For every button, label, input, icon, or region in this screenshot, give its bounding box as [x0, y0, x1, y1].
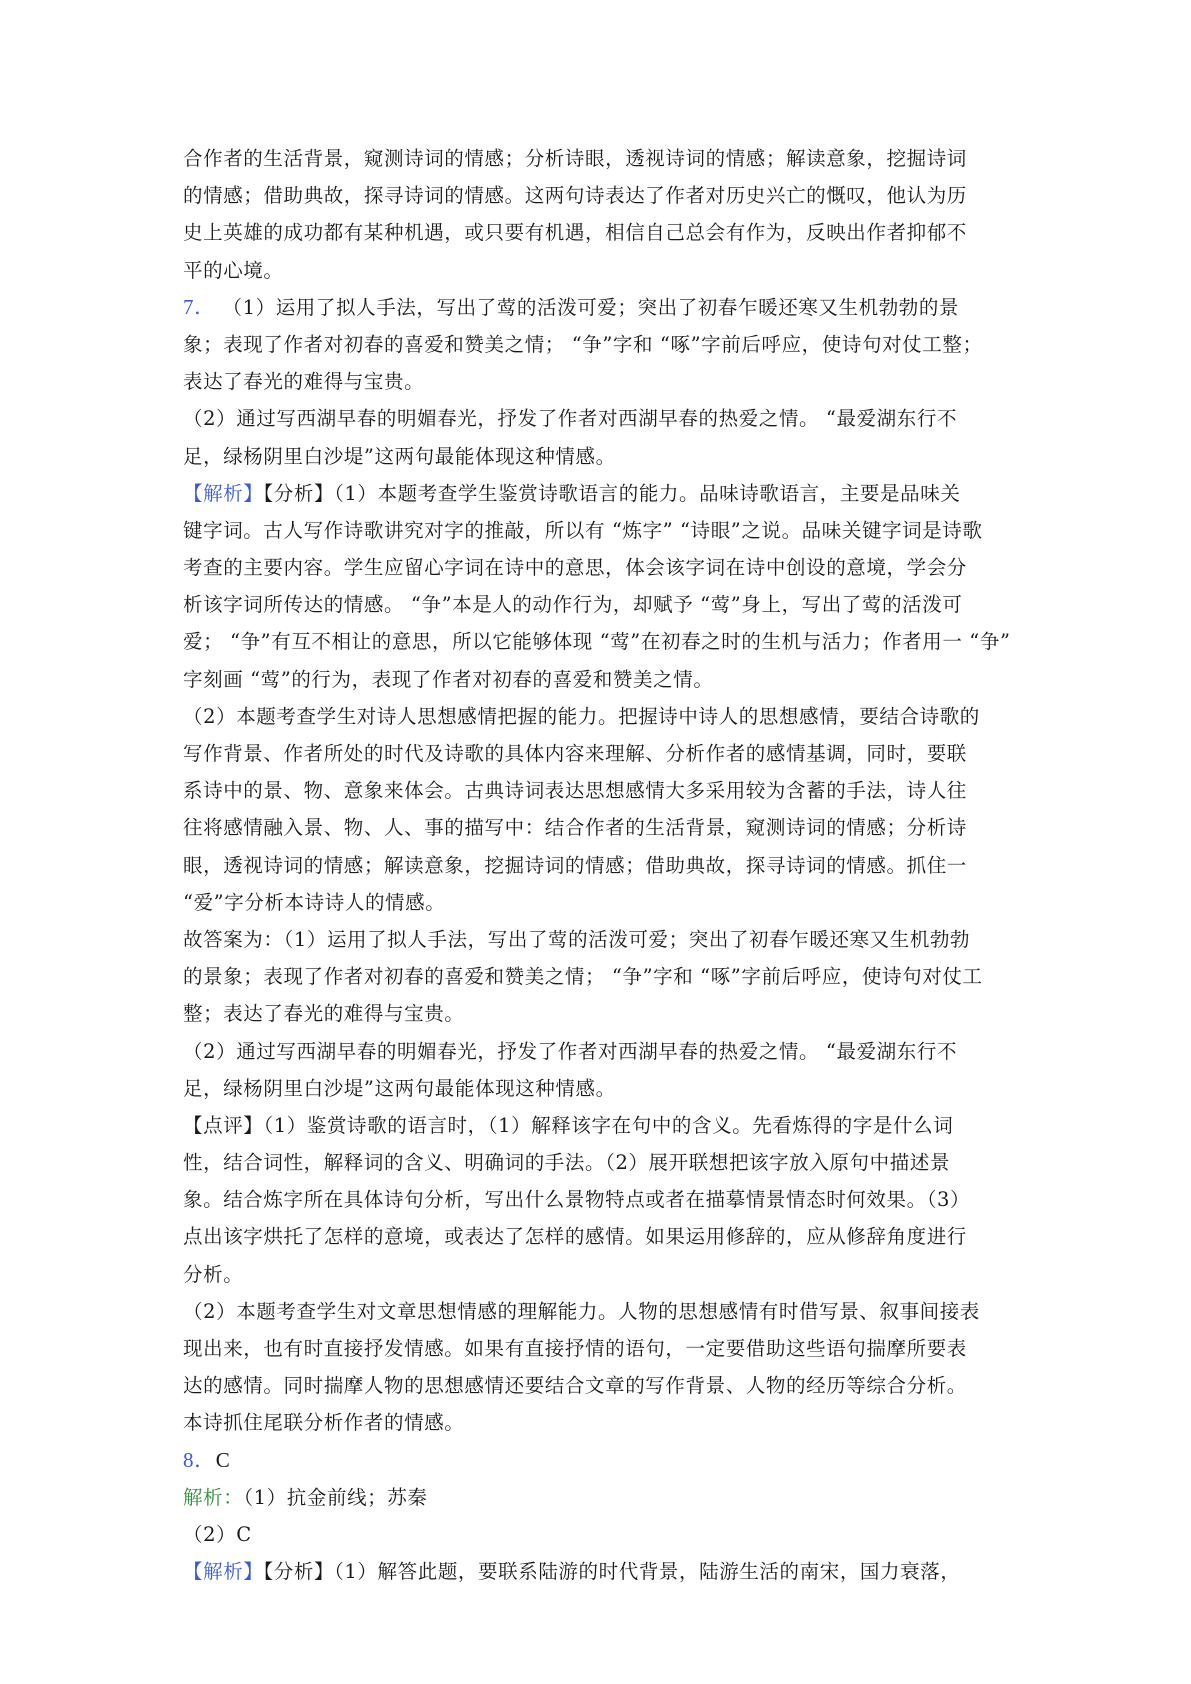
analysis-label: 【解析】	[183, 1560, 264, 1584]
text-line: （2）本题考查学生对诗人思想感情把握的能力。把握诗中诗人的思想感情，要结合诗歌的	[183, 704, 980, 728]
text-line: 的情感；借助典故，探寻诗词的情感。这两句诗表达了作者对历史兴亡的慨叹，他认为历	[183, 184, 967, 208]
text-line: 象；表现了作者对初春的喜爱和赞美之情； “争”字和 “啄”字前后呼应，使诗句对仗工整；	[183, 332, 983, 356]
text-line: 平的心境。	[183, 258, 284, 282]
text-line: 象。结合炼字所在具体诗句分析，写出什么景物特点或者在描摹情景情态时何效果。（3）	[183, 1188, 971, 1212]
text-line: 【点评】（1）鉴赏诗歌的语言时，（1）解释该字在句中的含义。先看炼得的字是什么词	[183, 1113, 954, 1137]
text-line: 现出来，也有时直接抒发情感。如果有直接抒情的语句，一定要借助这些语句揣摩所要表	[183, 1337, 967, 1360]
question-7-heading: 7． （1）运用了拟人手法，写出了莺的活泼可爱；突出了初春乍暖还寒又生机勃勃的景	[183, 294, 960, 319]
text-line: 史上英雄的成功都有某种机遇，或只要有机遇，相信自己总会有作为，反映出作者抑郁不	[183, 221, 967, 245]
text-line: 考查的主要内容。学生应留心字词在诗中的意思，体会该字词在诗中创设的意境，学会分	[183, 556, 967, 580]
text-line: （2）通过写西湖早春的明媚春光，抒发了作者对西湖早春的热爱之情。 “最爱湖东行不	[183, 1039, 958, 1063]
text-line: “爱”字分析本诗诗人的情感。	[183, 890, 446, 914]
text-line: 表达了春光的难得与宝贵。	[183, 370, 425, 394]
text-line: 本诗抓住尾联分析作者的情感。	[183, 1411, 465, 1435]
text-line: 字刻画 “莺”的行为，表现了作者对初春的喜爱和赞美之情。	[183, 667, 714, 691]
text-line: 合作者的生活背景，窥测诗词的情感；分析诗眼，透视诗词的情感；解读意象，挖掘诗词	[183, 147, 967, 170]
analysis-heading: 【解析】【分析】（1）本题考查学生鉴赏诗歌语言的能力。品味诗歌语言，主要是品味关	[183, 481, 961, 505]
text-line: 的景象；表现了作者对初春的喜爱和赞美之情； “争”字和 “啄”字前后呼应，使诗句对仗工	[183, 965, 983, 989]
text-line: 眼，透视诗词的情感；解读意象，挖掘诗词的情感；借助典故，探寻诗词的情感。抓住一	[183, 853, 967, 877]
text-line: 点出该字烘托了怎样的意境，或表达了怎样的感情。如果运用修辞的，应从修辞角度进行	[183, 1225, 967, 1249]
text-line: 整；表达了春光的难得与宝贵。	[183, 1002, 465, 1026]
question-number: 8．	[183, 1447, 216, 1472]
question-number: 7．	[183, 294, 216, 319]
text-line: （2）C	[183, 1522, 252, 1546]
text-line: 分析。	[183, 1262, 244, 1286]
text-line: （2）通过写西湖早春的明媚春光，抒发了作者对西湖早春的热爱之情。 “最爱湖东行不	[183, 407, 958, 431]
text-line: 爱； “争”有互不相让的意思，所以它能够体现 “莺”在初春之时的生机与活力；作者用一 “争”	[183, 630, 1011, 654]
text-line: （2）本题考查学生对文章思想情感的理解能力。人物的思想感情有时借写景、叙事间接表	[183, 1299, 980, 1323]
text-line: 析该字词所传达的情感。 “争”本是人的动作行为，却赋予 “莺”身上，写出了莺的活泼可	[183, 593, 963, 617]
text-line: 往将感情融入景、物、人、事的描写中：结合作者的生活背景，窥测诗词的情感；分析诗	[183, 816, 967, 840]
text-line: 足，绿杨阴里白沙堤”这两句最能体现这种情感。	[183, 444, 616, 468]
text-line: 系诗中的景、物、意象来体会。古典诗词表达思想感情大多采用较为含蓄的手法，诗人往	[183, 779, 967, 803]
text-line: 足，绿杨阴里白沙堤”这两句最能体现这种情感。	[183, 1076, 616, 1100]
analysis-heading: 【解析】【分析】（1）解答此题，要联系陆游的时代背景，陆游生活的南宋，国力衰落，	[183, 1560, 961, 1584]
solution-line: 解析：（1）抗金前线；苏秦	[183, 1485, 428, 1509]
text-line: 写作背景、作者所处的时代及诗歌的具体内容来理解、分析作者的感情基调，同时，要联	[183, 742, 967, 765]
text-line: 性，结合词性，解释词的含义、明确词的手法。（2）展开联想把该字放入原句中描述景	[183, 1151, 951, 1175]
answer-text-block	[183, 140, 1013, 1590]
analysis-label: 【解析】	[183, 481, 264, 505]
text-line: 键字词。古人写作诗歌讲究对字的推敲，所以有 “炼字” “诗眼”之说。品味关键字词是诗歌	[183, 518, 983, 542]
text-line: 达的感情。同时揣摩人物的思想感情还要结合文章的写作背景、人物的经历等综合分析。	[183, 1374, 967, 1398]
text-line: 故答案为：（1）运用了拟人手法，写出了莺的活泼可爱；突出了初春乍暖还寒又生机勃勃	[183, 927, 971, 951]
question-8-heading: 8．C	[183, 1447, 231, 1472]
solution-label: 解析：	[183, 1485, 244, 1509]
